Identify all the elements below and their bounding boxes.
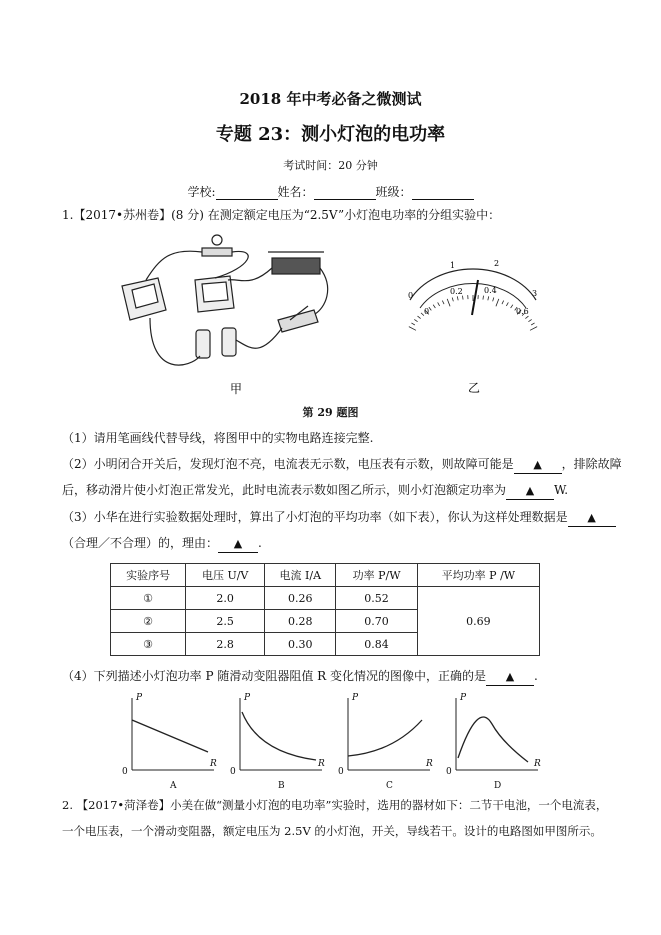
graph-b-label: B — [278, 781, 285, 790]
battery-2 — [222, 328, 236, 356]
q1-sub2-text-a: （2）小明闭合开关后，发现灯泡不亮，电流表无示数，电压表有示数，则故障可能是 — [62, 457, 514, 471]
answer-blank-fault[interactable]: ▲ — [514, 456, 562, 474]
topic-title: 专题 23：测小灯泡的电功率 — [215, 124, 446, 145]
graph-d — [456, 698, 538, 770]
class-blank — [412, 187, 474, 200]
graph-a-x: R — [210, 759, 217, 769]
dial-tick — [462, 296, 463, 300]
circuit-figure — [110, 228, 345, 398]
graph-c-x: R — [426, 759, 433, 769]
battery-1 — [196, 330, 210, 358]
dial-top-3: 3 — [532, 289, 538, 298]
dial-tick — [418, 316, 421, 319]
dial-tick — [429, 307, 431, 310]
class-label: 班级： — [375, 185, 412, 199]
q1-sub3-line2: （合理／不合理）的，理由： ▲ . — [62, 535, 622, 553]
graph-a-y: P — [136, 693, 143, 703]
graph-d-x: R — [534, 759, 541, 769]
q1-intro: 1.【2017•苏州卷】(8 分) 在测定额定电压为“2.5V”小灯泡电功率的分组实验中： — [62, 208, 501, 222]
dial-bottom-02: 0.2 — [450, 287, 463, 296]
dial-tick — [493, 297, 494, 301]
table-header-row — [111, 564, 540, 587]
student-info-fields — [0, 183, 661, 200]
dial-bottom-0: 0 — [424, 307, 430, 316]
table-header: 实验序号 — [111, 564, 186, 587]
graph-c — [348, 698, 430, 770]
table-row — [111, 587, 540, 610]
q1-sub3-line1 — [62, 509, 622, 527]
answer-blank-reason[interactable]: ▲ — [218, 535, 258, 553]
table-cell: 0.84 — [336, 633, 417, 656]
table-cell: 0.26 — [265, 587, 336, 610]
q2-line2: 一个电压表，一个滑动变阻器，额定电压为 2.5V 的小灯泡，开关，导线若干。设计的电路图如甲图所示。 — [62, 824, 602, 838]
table-header: 电压 U/V — [186, 564, 265, 587]
graph-a-origin: 0 — [122, 767, 128, 777]
dial-tick — [433, 305, 435, 308]
graph-d-y: P — [460, 693, 467, 703]
rheostat — [272, 258, 320, 274]
q1-sub1: （1）请用笔画线代替导线，将图甲中的实物电路连接完整. — [62, 431, 374, 445]
dial-tick — [502, 301, 504, 305]
graph-b-x: R — [318, 759, 325, 769]
answer-blank-graph[interactable]: ▲ — [486, 668, 534, 686]
graph-c-label: C — [386, 781, 393, 790]
graph-d-label: D — [494, 781, 502, 790]
dial-tick — [528, 319, 531, 321]
dial-tick — [511, 305, 513, 308]
dial-tick — [496, 299, 499, 306]
q1-sub2-text-c: 后，移动滑片使小灯泡正常发光，此时电流表示数如图乙所示，则小灯泡额定功率为 — [62, 483, 507, 497]
dial-tick — [409, 327, 416, 331]
school-label: 学校: — [187, 185, 216, 199]
graph-b-y: P — [244, 693, 251, 703]
dial-tick — [457, 296, 458, 300]
table-header: 电流 I/A — [265, 564, 336, 587]
figure-caption: 第 29 题图 — [302, 406, 359, 419]
table-cell: ② — [111, 610, 186, 633]
dial-tick — [447, 299, 450, 306]
figure-label-jia: 甲 — [230, 382, 243, 396]
dial-tick — [531, 323, 534, 325]
q1-sub4: （4）下列描述小灯泡功率 P 随滑动变阻器阻值 R 变化情况的图像中，正确的是 ▲ . — [62, 668, 622, 686]
q1-sub2-line1 — [62, 456, 622, 474]
dial-top-0: 0 — [408, 291, 414, 300]
dial-tick — [530, 327, 537, 331]
graph-c-y: P — [352, 693, 359, 703]
graph-options — [118, 690, 548, 790]
q1-sub4-text-a: （4）下列描述小灯泡功率 P 随滑动变阻器阻值 R 变化情况的图像中，正确的是 — [62, 669, 487, 683]
dial-tick — [438, 302, 440, 305]
table-header: 功率 P/W — [336, 564, 417, 587]
page-title: 2018 年中考必备之微测试 — [239, 90, 422, 108]
exam-time: 考试时间：20 分钟 — [283, 159, 378, 172]
graph-c-origin: 0 — [338, 767, 344, 777]
dial-bottom-04: 0.4 — [484, 286, 497, 295]
answer-blank-power[interactable]: ▲ — [506, 482, 554, 500]
table-cell: 0.30 — [265, 633, 336, 656]
table-cell: 2.5 — [186, 610, 265, 633]
data-table — [110, 563, 540, 656]
lamp-base — [202, 248, 232, 256]
name-blank — [314, 187, 376, 200]
table-cell: 2.0 — [186, 587, 265, 610]
dial-top-2: 2 — [494, 259, 500, 268]
table-cell: 0.28 — [265, 610, 336, 633]
ammeter-dial-figure — [398, 250, 548, 400]
q1-sub2-text-d: W. — [554, 483, 569, 497]
answer-blank-reasonable[interactable]: ▲ — [568, 509, 616, 527]
dial-tick — [506, 302, 508, 305]
q2-line1: 2. 【2017•菏泽卷】小美在做“测量小灯泡的电功率”实验时，选用的器材如下：二节干电池，一个电流表， — [62, 798, 608, 812]
dial-tick — [525, 316, 528, 319]
table-cell: 2.8 — [186, 633, 265, 656]
table-header: 平均功率 P /W — [417, 564, 539, 587]
graph-d-origin: 0 — [446, 767, 452, 777]
figure-label-yi: 乙 — [468, 381, 481, 395]
lamp-bulb — [212, 235, 222, 245]
graph-b — [240, 698, 322, 770]
school-blank — [216, 187, 278, 200]
table-cell: ① — [111, 587, 186, 610]
dial-tick — [411, 323, 414, 325]
graph-a-label: A — [170, 781, 177, 790]
table-cell: ③ — [111, 633, 186, 656]
q1-sub3-text-a: （3）小华在进行实验数据处理时，算出了小灯泡的平均功率（如下表），你认为这样处理数据是 — [62, 510, 568, 524]
q1-sub2-text-b: ，排除故障 — [561, 457, 622, 471]
graph-a — [132, 698, 214, 770]
table-cell: 0.52 — [336, 587, 417, 610]
table-cell: 0.70 — [336, 610, 417, 633]
dial-top-1: 1 — [450, 261, 456, 270]
q1-sub3-text-b: （合理／不合理）的，理由： — [62, 536, 219, 550]
graph-b-origin: 0 — [230, 767, 236, 777]
dial-tick — [414, 319, 417, 321]
table-average-cell: 0.69 — [417, 587, 539, 656]
dial-bottom-06: 0.6 — [516, 307, 529, 316]
q1-sub2-line2 — [62, 482, 622, 500]
dial-tick — [483, 296, 484, 300]
dial-tick — [488, 296, 489, 300]
name-label: 姓名： — [277, 185, 314, 199]
dial-tick — [452, 297, 453, 301]
dial-tick — [442, 301, 444, 305]
